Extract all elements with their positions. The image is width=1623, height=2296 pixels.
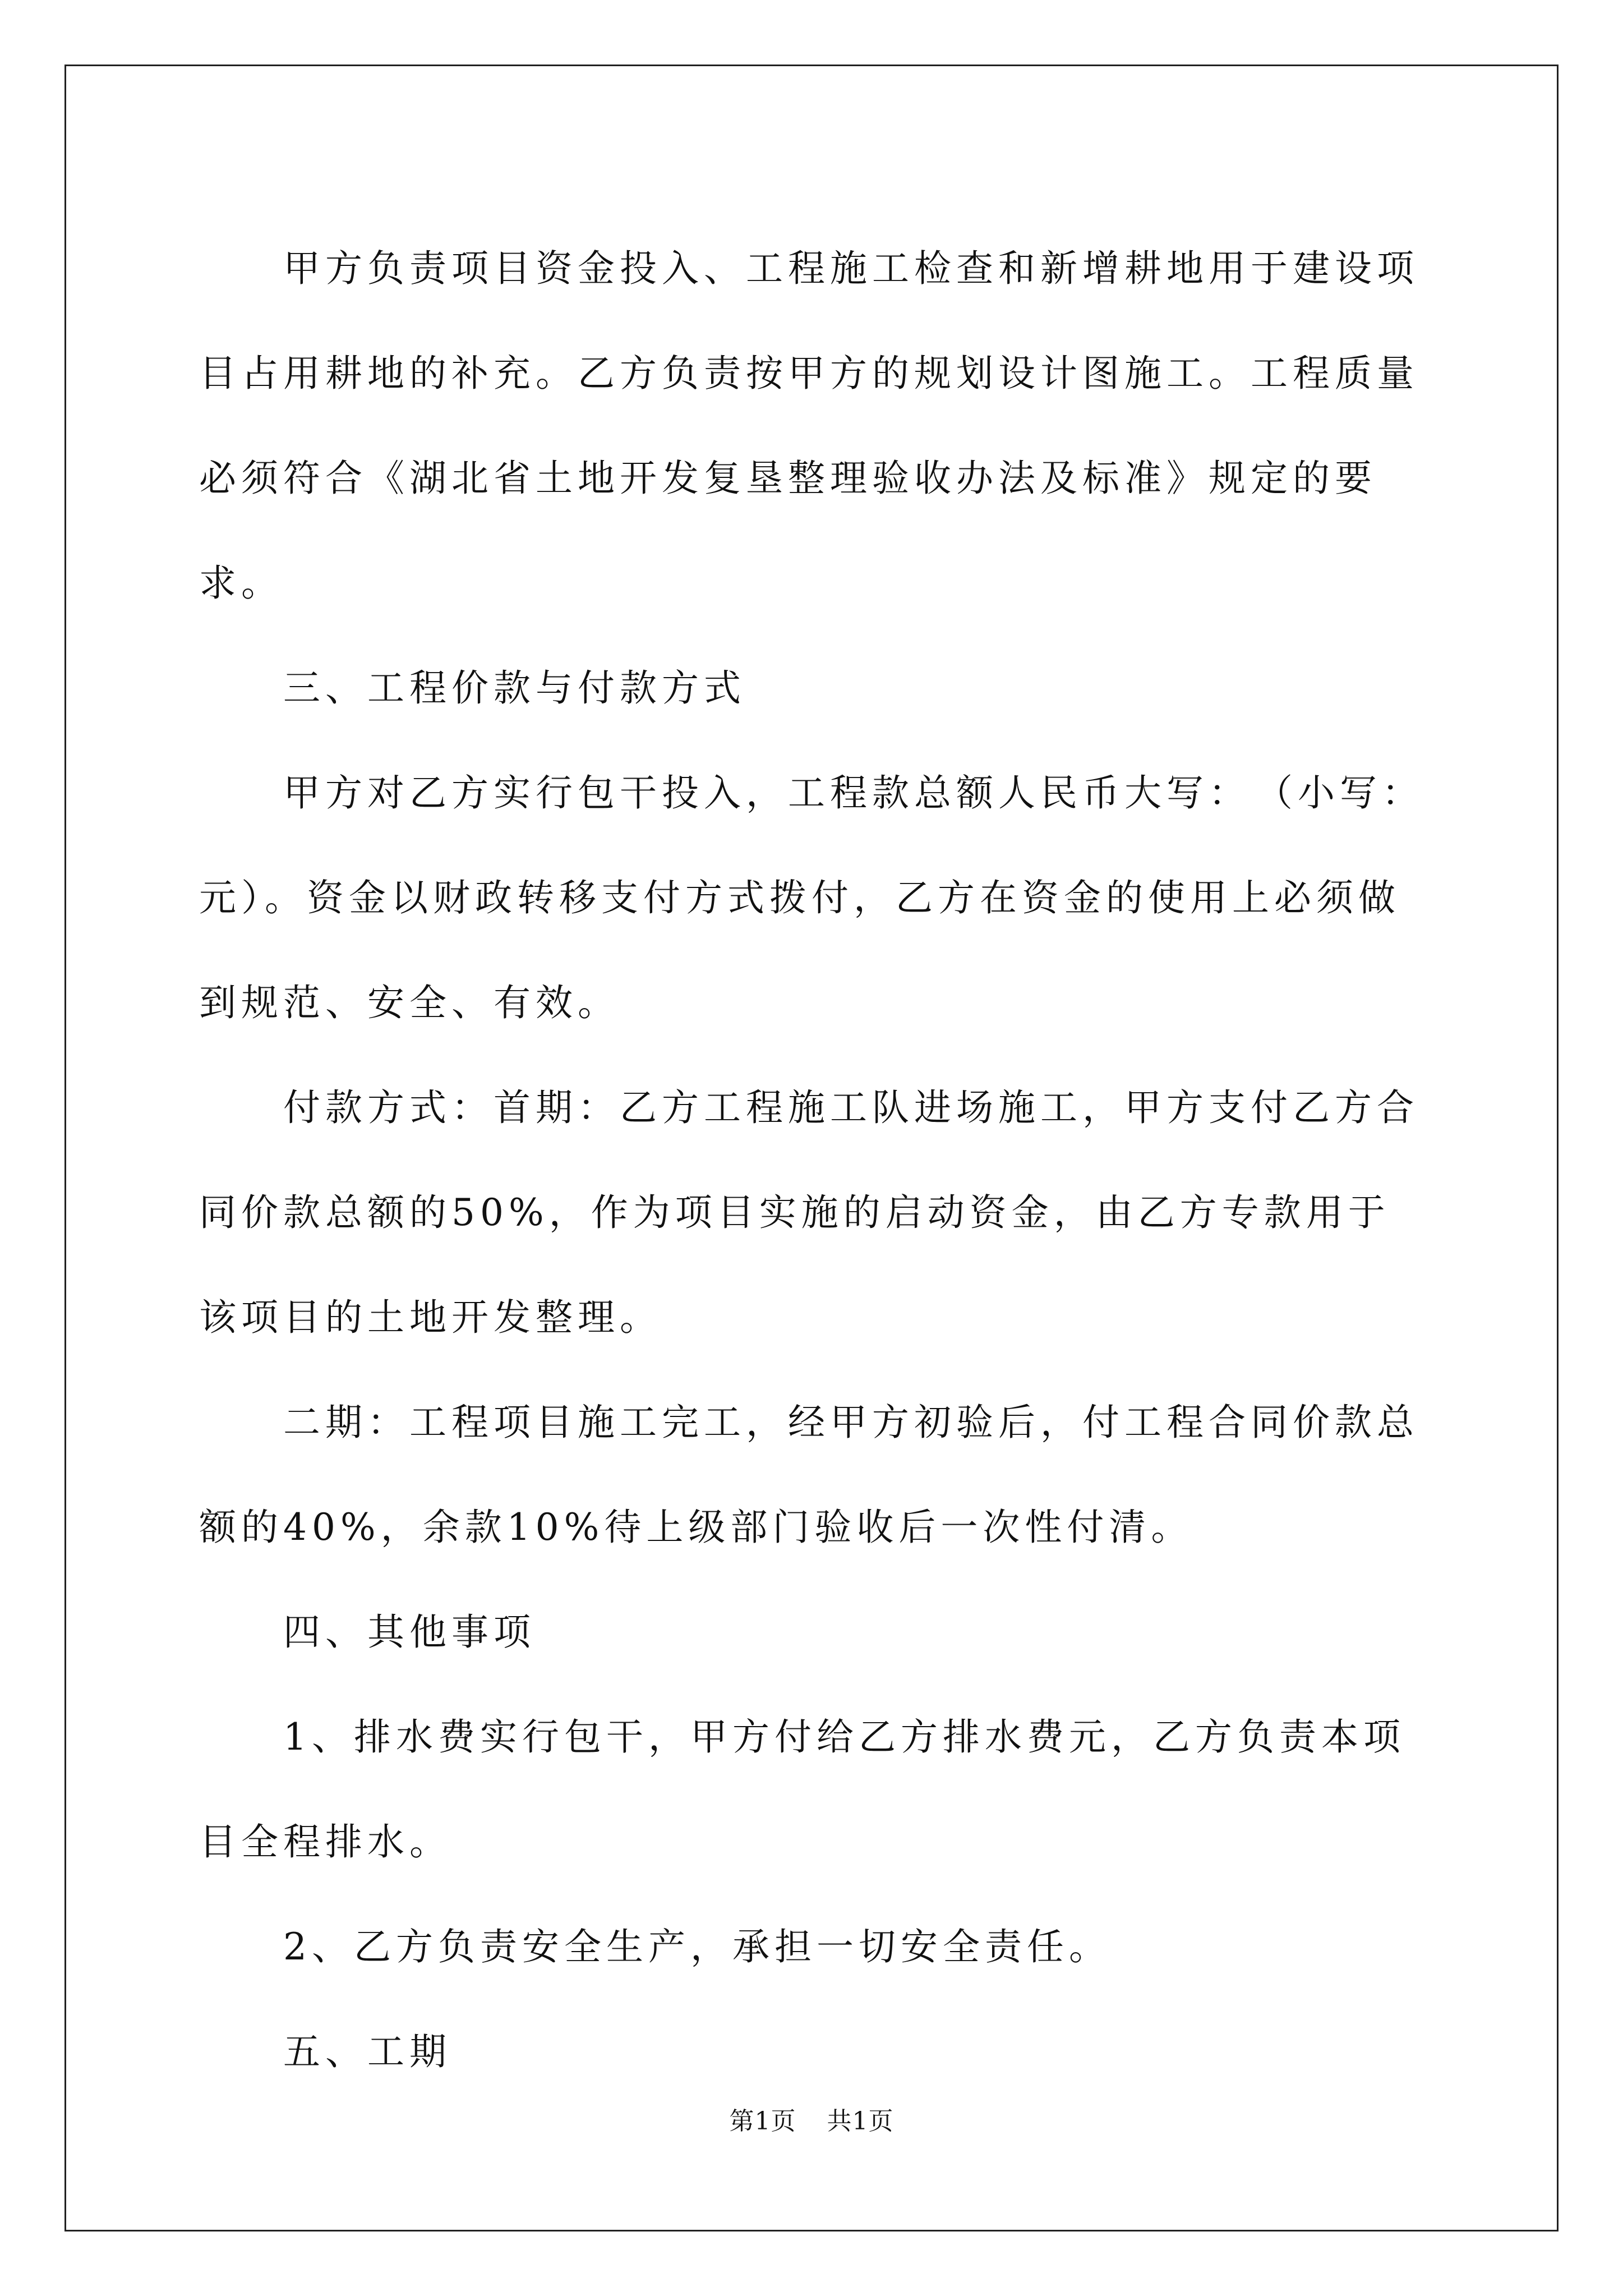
section-heading-other-matters: 四、其他事项 (283, 1611, 536, 1654)
section-heading-payment: 三、工程价款与付款方式 (283, 666, 746, 710)
section-heading-schedule: 五、工期 (283, 2030, 451, 2073)
paragraph-safety: 2、乙方负责安全生产，承担一切安全责任。 (283, 1925, 1111, 1968)
paragraph-drainage: 1、排水费实行包干，甲方付给乙方排水费元，乙方负责本项目全程排水。 (199, 1715, 1405, 1864)
paragraph-contract-amount: 甲方对乙方实行包干投入，工程款总额人民币大写： （小写：元）。资金以财政转移支付方式拨付，乙方在资金的使用上必须做到规范、安全、有效。 (199, 771, 1424, 1024)
paragraph-payment-first-phase: 付款方式：首期：乙方工程施工队进场施工，甲方支付乙方合同价款总额的50%，作为项目实施的启动资金，由乙方专款用于该项目的土地开发整理。 (199, 1086, 1419, 1339)
paragraph-payment-second-phase: 二期：工程项目施工完工，经甲方初验后，付工程合同价款总额的40%，余款10%待上级部门验收后一次性付清。 (199, 1401, 1419, 1549)
page-footer (0, 2101, 1623, 2137)
page-number-current: 第1页 (729, 2107, 796, 2136)
paragraph-responsibilities: 甲方负责项目资金投入、工程施工检查和新增耕地用于建设项目占用耕地的补充。乙方负责按甲方的规划设计图施工。工程质量必须符合《湖北省土地开发复垦整理验收办法及标准》规定的要求。 (199, 247, 1419, 605)
page-number-total: 共1页 (827, 2107, 894, 2136)
document-body (199, 216, 1430, 2104)
